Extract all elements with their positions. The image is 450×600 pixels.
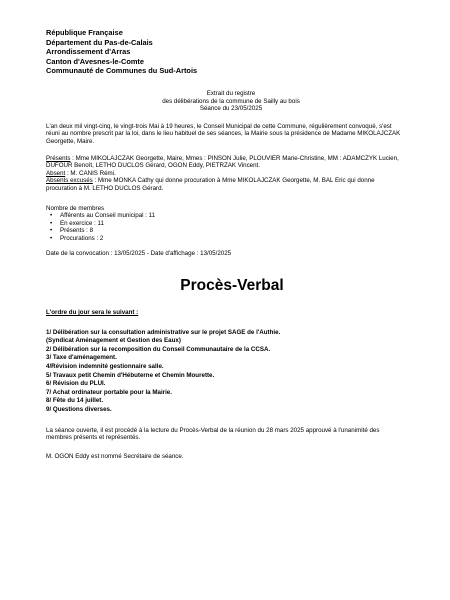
presents-label: Présents (46, 154, 71, 162)
absent-label: Absent (46, 169, 66, 177)
list-item: • En exercice : 11 (60, 220, 406, 228)
agenda-item: 4/Révision indemnité gestionnaire salle. (46, 363, 164, 371)
agenda-item: 9/ Questions diverses. (46, 406, 112, 413)
agenda-item: 1/ Délibération sur la consultation administrative sur le projet SAGE de l'Authie. (46, 328, 281, 336)
document-page (46, 28, 406, 460)
excuses-label: Absents excusés (46, 177, 93, 185)
excuses-line (46, 177, 406, 192)
members-title: Nombre de membres (46, 204, 105, 212)
extract-line: des délibérations de la commune de Sailly au bois (162, 97, 300, 105)
convocation-dates: Date de la convocation : 13/05/2025 - Date d'affichage : 13/05/2025 (46, 250, 232, 258)
intro-paragraph: L'an deux mil vingt-cinq, le vingt-trois Mai à 19 heures, le Conseil Municipal de cette Commune, régulièrement convoqué, s'est réuni au nombre prescrit par la loi, dans le lieu habituel de ses séances, la Mairie sous la présidence de Madame MIKOLAJCZAK Georgette, Maire. (46, 122, 401, 145)
document-header (46, 28, 406, 76)
list-item: • Présents : 8 (60, 227, 406, 235)
presents-line (46, 155, 406, 170)
absent-line (46, 170, 406, 178)
secretary-line: M. OGON Eddy est nommé Secrétaire de séance. (46, 452, 184, 460)
header-line: Communauté de Communes du Sud-Artois (46, 66, 198, 76)
agenda-list (46, 329, 406, 415)
extract-line: Séance du 23/05/2025 (199, 105, 263, 113)
presents-text: : Mme MIKOLAJCZAK Georgette, Maire, Mmes : PINSON Julie, PLOUVIER Marie-Christine, MM : ADAMCZYK Lucien, DUFOUR Benoît, LETHO DUCLOS Gérard, OGON Eddy, PIETRZAK Vincent. (46, 154, 399, 170)
closing-paragraph: La séance ouverte, il est procédé à la lecture du Procès-Verbal de la réunion du 28 mars 2025 approuvé à l'unanimité des membres présents et représentés. (46, 426, 380, 442)
header-line: Département du Pas-de-Calais (46, 37, 153, 47)
agenda-item: (Syndicat Aménagement et Gestion des Eaux) (46, 337, 181, 345)
agenda-item: 8/ Fête du 14 juillet. (46, 397, 104, 405)
page-title: Procès-Verbal (180, 277, 284, 295)
list-item: • Procurations : 2 (60, 235, 406, 243)
absent-text: : M. CANIS Rémi. (65, 169, 116, 177)
members-list (46, 212, 406, 242)
excuses-text: : Mme MONKA Cathy qui donne procuration à Mme MIKOLAJCZAK Georgette, M. BAL Eric qui donne procuration à M. LETHO DUCLOS Gérard. (46, 177, 375, 192)
agenda-item: 7/ Achat ordinateur portable pour la Mairie. (46, 388, 172, 396)
agenda-item: 3/ Taxe d'aménagement. (46, 354, 117, 362)
header-line: République Française (46, 28, 123, 37)
attendance-block (46, 155, 406, 193)
header-line: Arrondissement d'Arras (46, 47, 131, 57)
extract-block (56, 90, 406, 113)
list-item: • Afférents au Conseil municipal : 11 (60, 212, 406, 220)
agenda-item: 5/ Travaux petit Chemin d'Hébuterne et Chemin Mourette. (46, 371, 215, 379)
agenda-item: 6/ Révision du PLUI. (46, 380, 106, 388)
agenda-item: 2/ Délibération sur la recomposition du Conseil Communautaire de la CCSA. (46, 345, 271, 353)
agenda-heading: L'ordre du jour sera le suivant : (46, 309, 139, 317)
header-line: Canton d'Avesnes-le-Comte (46, 56, 144, 66)
extract-line: Extrait du registre (206, 89, 256, 97)
